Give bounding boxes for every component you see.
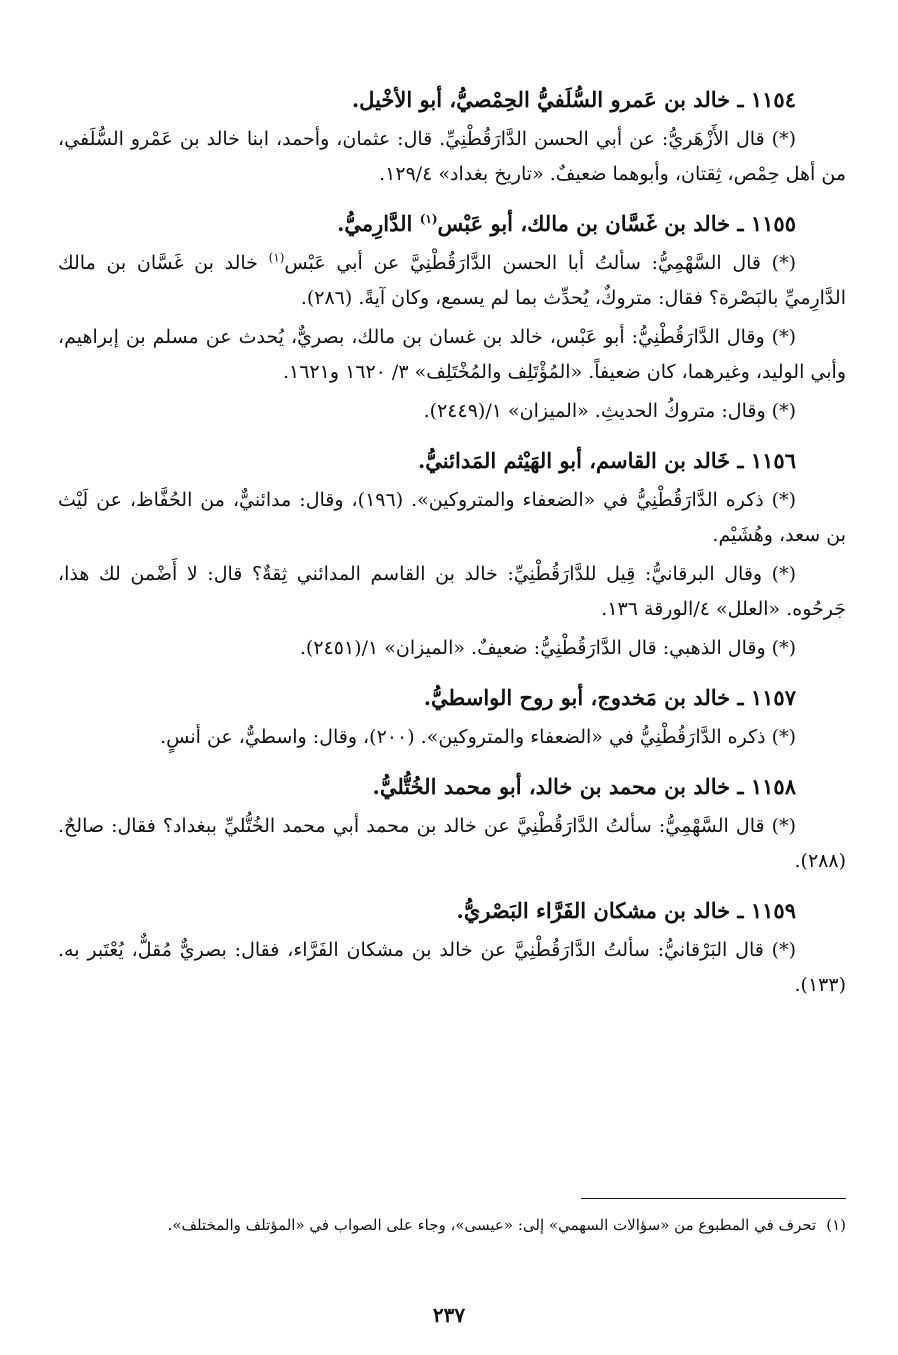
entry-heading: ١١٥٧ ـ خالد بن مَخدوج، أبو روح الواسطيُّ. <box>423 685 796 710</box>
entry-paragraph: (*) ذكره الدَّارَقُطْنِيُّ في «الضعفاء والمتروكين». (٢٠٠)، وقال: واسطيٌّ، عن أنسٍ. <box>160 726 796 748</box>
entry-paragraph: (*) وقال الدَّارَقُطْنِيُّ: أبو عَبْس، خالد بن غسان بن مالك، بصريٌّ، يُحدث عن مسلم بن إبراهيم، وأبي الوليد، وغيرهما، كان ضعيفاً. «المُؤْتَلِف والمُخْتَلِف» ٣/ ١٦٢٠ و١٦٢١. <box>58 326 846 383</box>
footnote-text: تحرف في المطبوع من «سؤالات السهمي» إلى: «عيسى»، وجاء على الصواب في «المؤتلف والمختلف». <box>167 1216 817 1234</box>
entry-paragraph <box>58 246 846 316</box>
footnote-ref[interactable]: (١) <box>419 212 438 226</box>
entry-heading: ١١٥٨ ـ خالد بن محمد بن خالد، أبو محمد الخُتُّليُّ. <box>372 774 796 799</box>
footnote <box>58 1212 846 1238</box>
entry-heading <box>58 204 846 244</box>
entry-1156 <box>58 441 846 666</box>
entry-paragraph: (*) وقال البرقانيُّ: قِيل للدَّارَقُطْنِيِّ: خالد بن القاسم المدائني ثِقةٌ؟ قال: لا أَضْمن لك هذا، جَرحُوه. «العلل» ٤/الورقة ١٣٦. <box>58 563 846 620</box>
entry-heading: ١١٥٩ ـ خالد بن مشكان الفَرَّاء البَصْريُّ. <box>456 898 796 923</box>
footnote-ref[interactable]: (١) <box>268 250 285 265</box>
entry-paragraph: (*) وقال الذهبي: قال الدَّارَقُطْنِيُّ: ضعيفٌ. «الميزان» ١/(٢٤٥١). <box>299 637 796 659</box>
entry-1159 <box>58 891 846 1003</box>
entry-paragraph: (*) قال الأَزْهَريُّ: عن أبي الحسن الدَّارَقُطْنِيِّ. قال: عثمان، وأحمد، ابنا خالد بن عَمْرو السُّلَفي، من أهل حِمْص، ثِقتان، وأبوهما ضعيفٌ. «تاريخ بغداد» ١٢٩/٤. <box>58 128 846 185</box>
entry-paragraph: (*) قال البَرْقانيُّ: سألتُ الدَّارَقُطْنِيَّ عن خالد بن مشكان الفَرَّاء، فقال: بصريٌّ مُقلٌّ، يُعْتَبر به. (١٣٣). <box>58 939 846 996</box>
paragraph-text: (*) قال السَّهْمِيُّ: سألتُ أبا الحسن الدَّارَقُطْنِيَّ عن أبي عَبْس <box>284 252 796 274</box>
entry-paragraph: (*) ذكره الدَّارَقُطْنِيُّ في «الضعفاء والمتروكين». (١٩٦)، وقال: مدائنيٌّ، من الحُفَّاظ، عن لَيْث بن سعد، وهُشَيْم. <box>58 489 846 546</box>
heading-text: ١١٥٥ ـ خالد بن غَسَّان بن مالك، أبو عَبْس <box>437 211 796 236</box>
entry-1158 <box>58 767 846 879</box>
paragraph-text: خالد بن غَسَّان بن مالك الدَّارِميِّ بالبَصْرة؟ فقال: متروكٌ، يُحدِّث بما لم يسمع، وكان آيةً. (٢٨٦). <box>58 252 846 309</box>
entry-1155 <box>58 204 846 429</box>
entry-heading: ١١٥٤ ـ خالد بن عَمرو السُّلَفيُّ الحِمْصيُّ، أبو الأخْيل. <box>351 87 796 112</box>
heading-text: الدَّارِميُّ. <box>337 211 420 236</box>
footnote-divider <box>581 1198 846 1199</box>
entry-heading: ١١٥٦ ـ خَالد بن القاسم، أبو الهَيْثم المَدائنيُّ. <box>417 448 796 473</box>
page-number: ٢٣٧ <box>432 1303 466 1327</box>
entry-1157 <box>58 678 846 755</box>
entry-1154 <box>58 80 846 192</box>
footnote-number: (١) <box>826 1216 846 1234</box>
entry-paragraph: (*) قال السَّهْمِيُّ: سألتُ الدَّارَقُطْنِيَّ عن خالد بن محمد أبي محمد الخُتُّليِّ ببغداد؟ فقال: صالحٌ. (٢٨٨). <box>58 815 846 872</box>
entry-paragraph: (*) وقال: متروكُ الحديثِ. «الميزان» ١/(٢٤٤٩). <box>423 400 796 422</box>
